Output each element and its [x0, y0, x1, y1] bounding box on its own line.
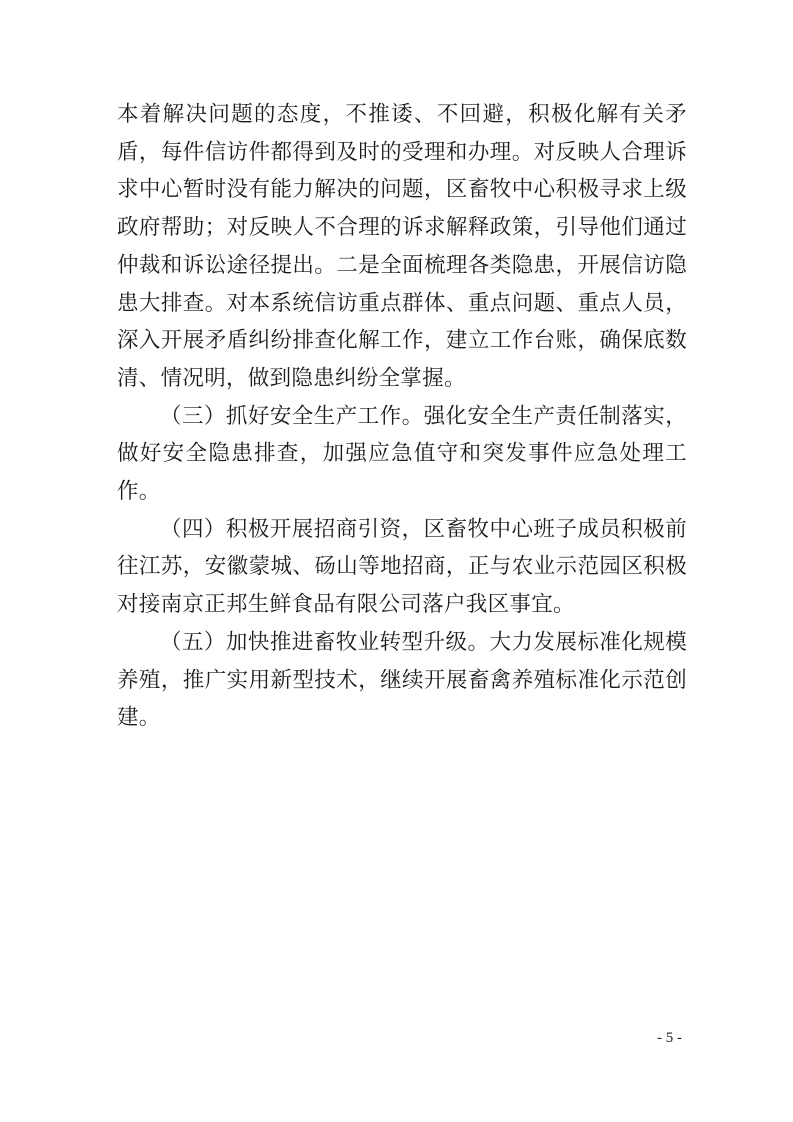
- paragraph-section-5: （五）加快推进畜牧业转型升级。大力发展标准化规模养殖，推广实用新型技术，继续开展畜禽养殖标准化示范创建。: [117, 629, 687, 731]
- page-number: - 5 -: [657, 1030, 682, 1046]
- paragraph-continuation: 本着解决问题的态度，不推诿、不回避，积极化解有关矛盾，每件信访件都得到及时的受理和办理。对反映人合理诉求中心暂时没有能力解决的问题，区畜牧中心积极寻求上级政府帮助；对反映人不合理的诉求解释政策，引导他们通过仲裁和诉讼途径提出。二是全面梳理各类隐患，开展信访隐患大排查。对本系统信访重点群体、重点问题、重点人员，深入开展矛盾纠纷排查化解工作，建立工作台账，确保底数清、情况明，做到隐患纠纷全掌握。: [117, 102, 687, 391]
- paragraph-section-3: （三）抓好安全生产工作。强化安全生产责任制落实，做好安全隐患排查，加强应急值守和突发事件应急处理工作。: [117, 403, 687, 505]
- document-body: [117, 96, 687, 737]
- paragraph-section-4: （四）积极开展招商引资，区畜牧中心班子成员积极前往江苏，安徽蒙城、砀山等地招商，正与农业示范园区积极对接南京正邦生鲜食品有限公司落户我区事宜。: [117, 516, 687, 618]
